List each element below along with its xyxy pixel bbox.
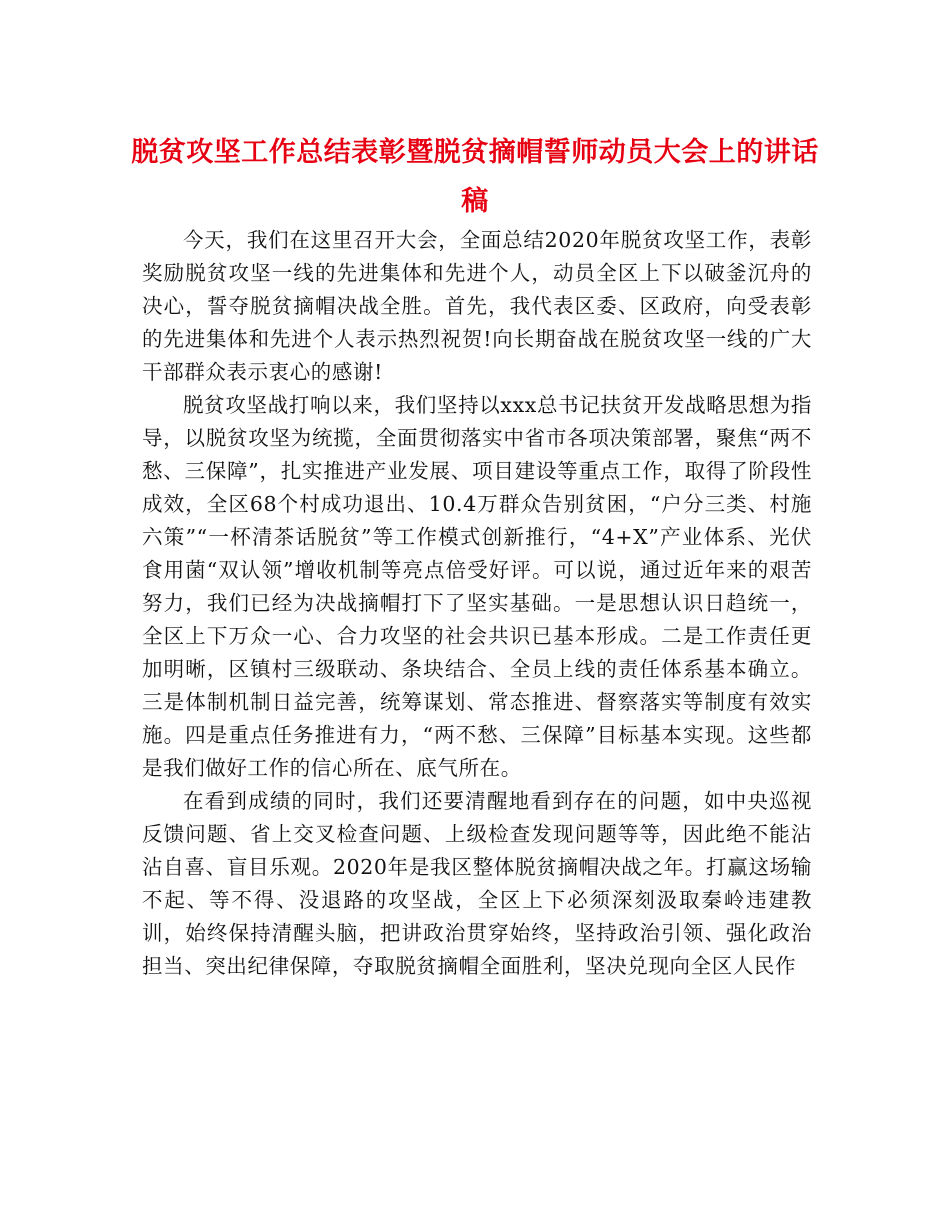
document-body [142,224,812,983]
paragraph: 今天，我们在这里召开大会，全面总结2020年脱贫攻坚工作，表彰奖励脱贫攻坚一线的先进集体和先进个人，动员全区上下以破釜沉舟的决心，誓夺脱贫摘帽决战全胜。首先，我代表区委、区政府，向受表彰的先进集体和先进个人表示热烈祝贺!向长期奋战在脱贫攻坚一线的广大干部群众表示衷心的感谢! [142,228,812,384]
paragraph: 脱贫攻坚战打响以来，我们坚持以xxx总书记扶贫开发战略思想为指导，以脱贫攻坚为统揽，全面贯彻落实中省市各项决策部署，聚焦“两不愁、三保障”，扎实推进产业发展、项目建设等重点工作，取得了阶段性成效，全区68个村成功退出、10.4万群众告别贫困，“户分三类、村施六策”“一杯清茶话脱贫”等工作模式创新推行，“4+X”产业体系、光伏食用菌“双认领”增收机制等亮点倍受好评。可以说，通过近年来的艰苦努力，我们已经为决战摘帽打下了坚实基础。一是思想认识日趋统一，全区上下万众一心、合力攻坚的社会共识已基本形成。二是工作责任更加明晰，区镇村三级联动、条块结合、全员上线的责任体系基本确立。三是体制机制日益完善，统筹谋划、常态推进、督察落实等制度有效实施。四是重点任务推进有力，“两不愁、三保障”目标基本实现。这些都是我们做好工作的信心所在、底气所在。 [142,393,812,780]
document-title: 脱贫攻坚工作总结表彰暨脱贫摘帽誓师动员大会上的讲话稿 [131,137,819,217]
paragraph: 在看到成绩的同时，我们还要清醒地看到存在的问题，如中央巡视反馈问题、省上交叉检查问题、上级检查发现问题等等，因此绝不能沾沾自喜、盲目乐观。2020年是我区整体脱贫摘帽决战之年。打赢这场输不起、等不得、没退路的攻坚战，全区上下必须深刻汲取秦岭违建教训，始终保持清醒头脑，把讲政治贯穿始终，坚持政治引领、强化政治担当、突出纪律保障，夺取脱贫摘帽全面胜利，坚决兑现向全区人民作 [142,789,812,978]
